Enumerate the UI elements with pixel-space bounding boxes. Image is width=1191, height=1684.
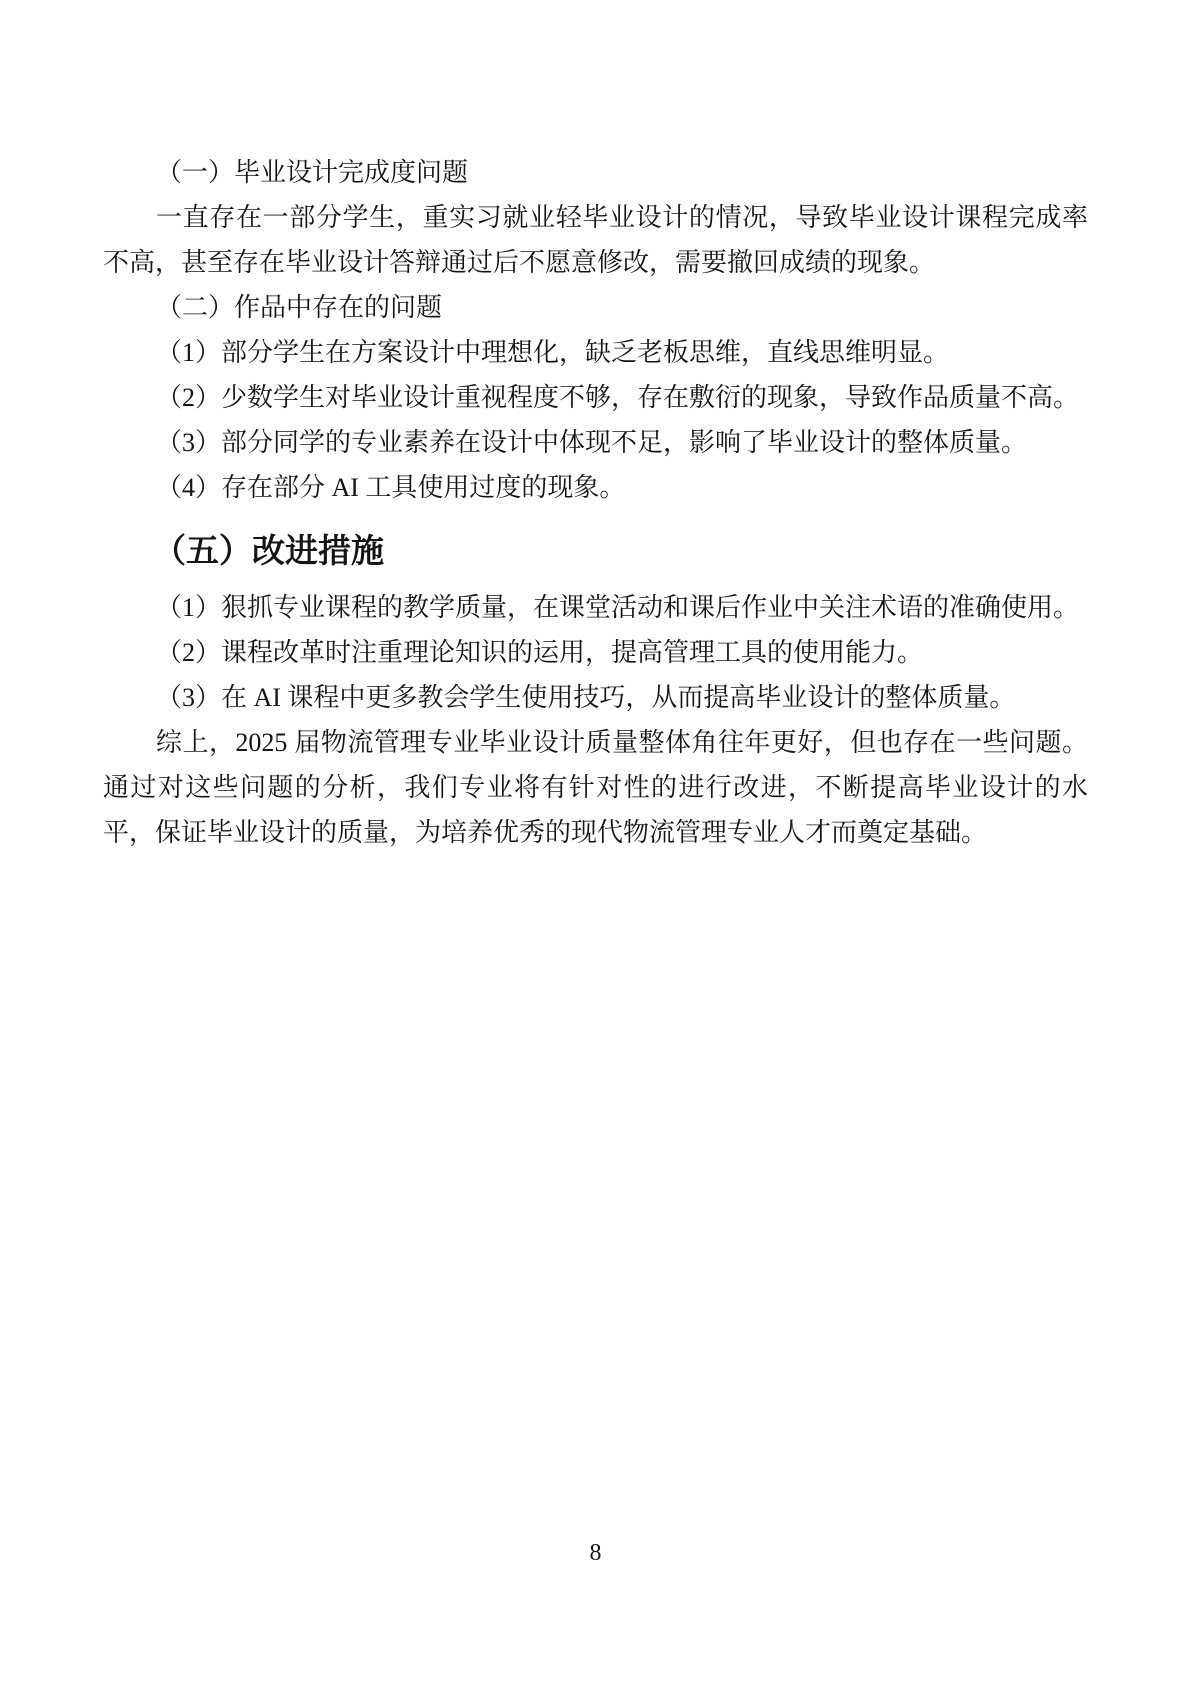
paragraph-summary: 综上，2025 届物流管理专业毕业设计质量整体角往年更好，但也存在一些问题。通过对这些问题的分析，我们专业将有针对性的进行改进，不断提高毕业设计的水平，保证毕业设计的质量，为培养优秀的现代物流管理专业人才而奠定基础。 [103,728,1088,847]
page-number: 8 [589,1540,602,1566]
document-body [103,150,1088,855]
paragraph-completion: 一直存在一部分学生，重实习就业轻毕业设计的情况，导致毕业设计课程完成率不高，甚至存在毕业设计答辩通过后不愿意修改，需要撤回成绩的现象。 [103,203,1088,277]
measure-item-1: （1）狠抓专业课程的教学质量，在课堂活动和课后作业中关注术语的准确使用。 [156,593,1080,622]
problem-item-2: （2）少数学生对毕业设计重视程度不够，存在敷衍的现象，导致作品质量不高。 [156,383,1080,412]
section-heading-2: （二）作品中存在的问题 [156,293,443,322]
problem-item-3: （3）部分同学的专业素养在设计中体现不足，影响了毕业设计的整体质量。 [156,428,1028,457]
measure-item-3: （3）在 AI 课程中更多教会学生使用技巧，从而提高毕业设计的整体质量。 [156,683,1016,712]
problem-item-4: （4）存在部分 AI 工具使用过度的现象。 [156,473,626,502]
section-heading-improve: （五）改进措施 [153,534,384,570]
section-heading-1: （一）毕业设计完成度问题 [156,158,469,187]
measure-item-2: （2）课程改革时注重理论知识的运用，提高管理工具的使用能力。 [156,638,924,667]
problem-item-1: （1）部分学生在方案设计中理想化，缺乏老板思维，直线思维明显。 [156,338,950,367]
